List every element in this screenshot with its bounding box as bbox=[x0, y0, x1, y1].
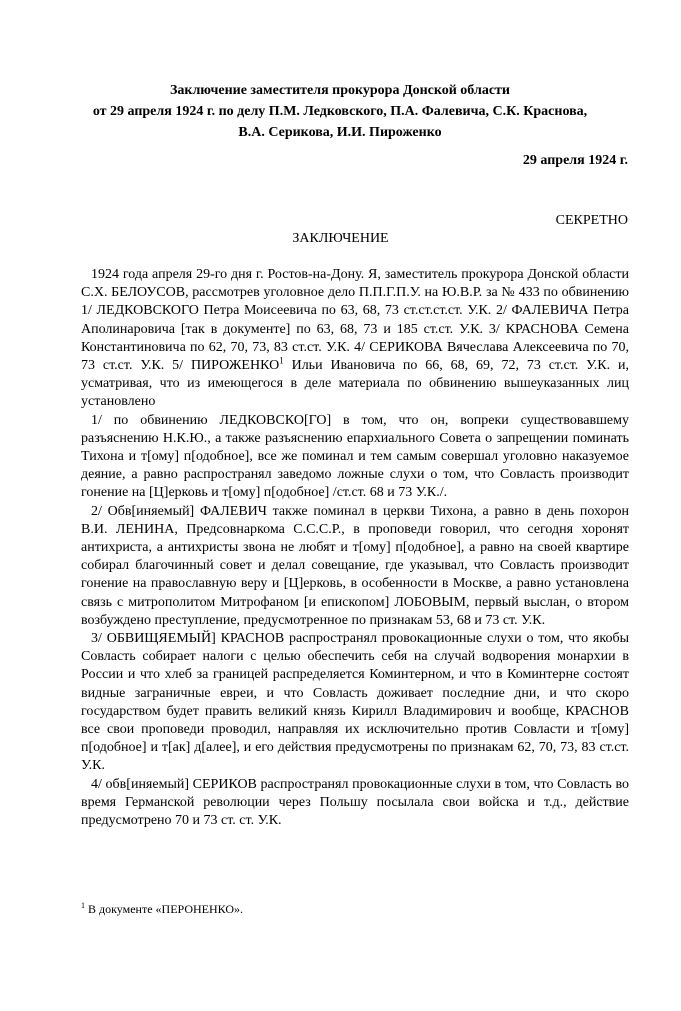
header-line-2: от 29 апреля 1924 г. по делу П.М. Ледковского, П.А. Фалевича, С.К. Краснова, bbox=[92, 104, 588, 119]
secrecy-mark: СЕКРЕТНО bbox=[555, 213, 628, 228]
header-line-3: В.А. Серикова, И.И. Пироженко bbox=[238, 125, 442, 140]
footnote-reference: 1 bbox=[279, 355, 284, 366]
document-body bbox=[81, 266, 629, 830]
paragraph-3: 3/ ОБВИЩЯЕМЫЙ] КРАСНОВ распространял провокационные слухи о том, что якобы Совласть собирает налоги с целью обеспечить себя на случай водворения монархии в России и что хлеб за границей распределяется Коминтерном, и что в Коминтерне состоят видные заграничные евреи, и что Совласть доживает последние дни, и что скоро государством будет править великий князь Кирилл Владимирович и вообще, КРАСНОВ все свои проповеди проводил, направляя их исключительно против Совласти и т[ому] п[одобное] и т[ак] д[алее], и его действия предусмотрены по признакам 62, 70, 73, 83 ст.ст. У.К. bbox=[81, 631, 629, 774]
footnote-mark: 1 bbox=[81, 901, 85, 910]
header-line-1: Заключение заместителя прокурора Донской области bbox=[170, 83, 510, 98]
document-date: 29 апреля 1924 г. bbox=[522, 153, 628, 168]
footnote-text: В документе «ПЕРОНЕНКО». bbox=[85, 902, 244, 916]
paragraph-1: 1/ по обвинению ЛЕДКОВСКО[ГО] в том, что он, вопреки существовавшему разъяснению Н.К.Ю., а также разъяснению епархиального Совета о запрещении поминать Тихона и т[ому] п[одобное], все же поминал и тем самым совершал уголовно наказуемое деяние, а равно распространял заведомо ложные слухи о том, что Совласть производит гонение на [Ц]ерковь и т[ому] п[одобное] /ст.ст. 68 и 73 У.К./. bbox=[81, 412, 629, 501]
document-header bbox=[40, 80, 640, 143]
paragraph-4: 4/ обв[иняемый] СЕРИКОВ распространял провокационные слухи в том, что Совласть во время Германской революции через Польшу посылала свои войска и т.д., действие предусмотрено 70 и 73 ст. ст. У.К. bbox=[81, 776, 629, 829]
paragraph-intro-tail: Ильи Ивановича по 66, 68, 69, 72, 73 ст.ст. У.К. и, усматривая, что из имеющегося в деле материала по обвинению вышеуказанных лиц установлено bbox=[81, 358, 629, 410]
paragraph-intro-text: 1924 года апреля 29-го дня г. Ростов-на-Дону. Я, заместитель прокурора Донской области С.Х. БЕЛОУСОВ, рассмотрев уголовное дело П.П.Г.П.У. на Ю.В.Р. за № 433 по обвинению 1/ ЛЕДКОВСКОГО Петра Моисеевича по 63, 68, 73 ст.ст.ст.ст. У.К. 2/ ФАЛЕВИЧА Петра Аполинаровича [так в документе] по 63, 68, 73 и 185 ст.ст. У.К. 3/ КРАСНОВА Семена Константиновича по 62, 70, 73, 83 ст.ст. У.К. 4/ СЕРИКОВА Вячеслава Алексеевича по 70, 73 ст.ст. У.К. 5/ ПИРОЖЕНКО bbox=[81, 267, 629, 374]
footnote bbox=[81, 901, 243, 917]
document-title: ЗАКЛЮЧЕНИЕ bbox=[292, 231, 389, 246]
paragraph-2: 2/ Обв[иняемый] ФАЛЕВИЧ также поминал в церкви Тихона, а равно в день похорон В.И. ЛЕНИНА, Предсовнаркома С.С.С.Р., в проповеди говорил, что сегодня хоронят антихриста, а антихристы звона не любят и т[ому] п[одобное], а равно на своей квартире собирал благочинный совет и делал совещание, где указывал, что Совласть производит гонение на православную веру и [Ц]ерковь, в особенности в Москве, а равно установлена связь с митрополитом Митрофаном [и епископом] ЛОБОВЫМ, первый выслан, о втором возбуждено преступление, предусмотренное по признакам 53, 68 и 73 ст. У.К. bbox=[81, 503, 629, 628]
paragraph-intro bbox=[81, 266, 629, 412]
